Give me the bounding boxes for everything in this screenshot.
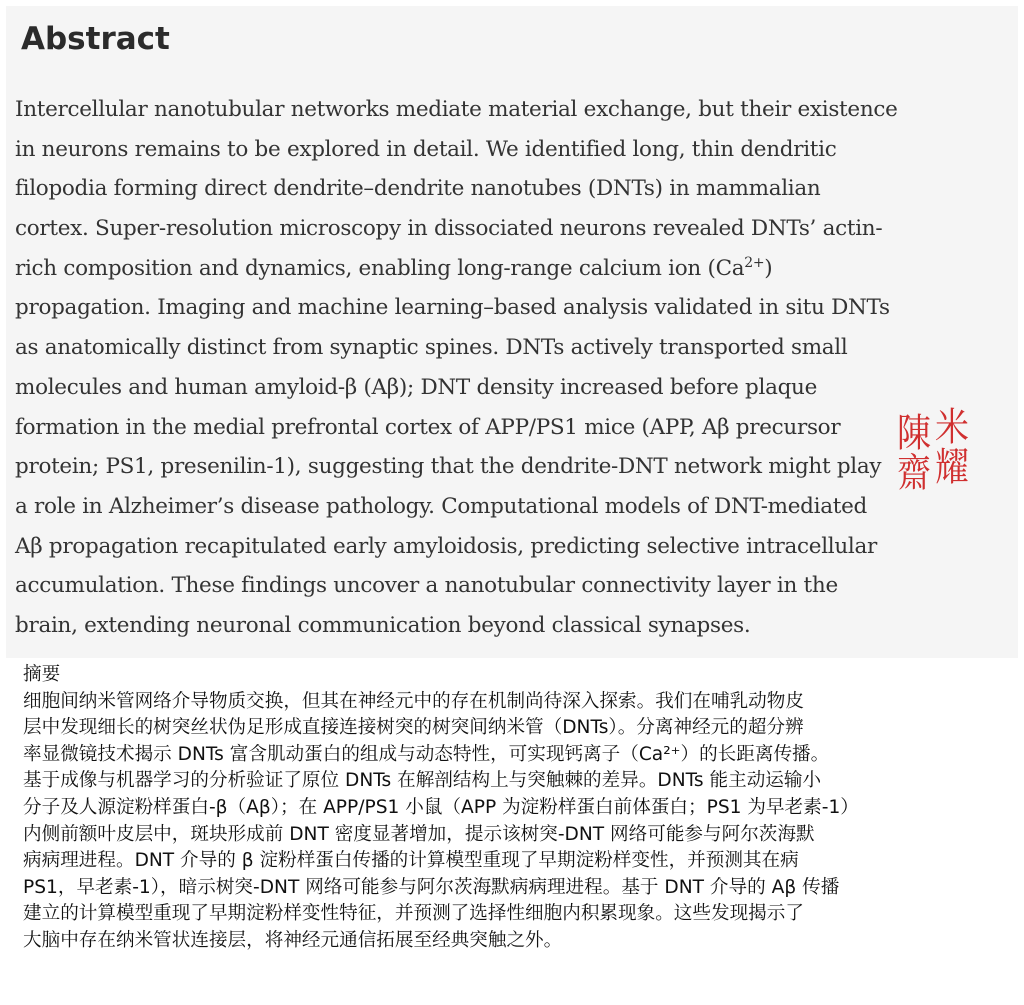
abstract-line: a role in Alzheimer’s disease pathology. Computational models of DNT-mediated — [15, 493, 867, 519]
translation-line: PS1，早老素-1），暗示树突-DNT 网络可能参与阿尔茨海默病病理进程。基于 DNT 介导的 Aβ 传播 — [23, 876, 840, 898]
abstract-line: brain, extending neuronal communication beyond classical synapses. — [15, 612, 751, 638]
seal-column-left — [896, 411, 932, 497]
abstract-line: in neurons remains to be explored in detail. We identified long, thin dendritic — [15, 136, 837, 162]
chinese-translation — [23, 662, 1018, 955]
abstract-line: molecules and human amyloid-β (Aβ); DNT density increased before plaque — [15, 374, 818, 400]
abstract-line: accumulation. These findings uncover a nanotubular connectivity layer in the — [15, 573, 838, 599]
translation-line: 病病理进程。DNT 介导的 β 淀粉样蛋白传播的计算模型重现了早期淀粉样变性，并预测其在病 — [23, 850, 799, 872]
abstract-line: cortex. Super-resolution microscopy in dissociated neurons revealed DNTs’ actin- — [15, 216, 883, 242]
red-seal-stamp — [896, 405, 972, 518]
seal-char: 米 — [935, 405, 969, 451]
abstract-line: filopodia forming direct dendrite–dendrite nanotubes (DNTs) in mammalian — [15, 176, 821, 202]
translation-line: 层中发现细长的树突丝状伪足形成直接连接树突的树突间纳米管（DNTs）。分离神经元的超分辨 — [23, 717, 804, 739]
abstract-heading: Abstract — [21, 21, 170, 57]
translation-line: 内侧前额叶皮层中，斑块形成前 DNT 密度显著增加，提示该树突-DNT 网络可能参与阿尔茨海默 — [23, 823, 815, 845]
abstract-line: protein; PS1, presenilin-1), suggesting that the dendrite-DNT network might play — [15, 454, 882, 480]
translation-line: 细胞间纳米管网络介导物质交换，但其在神经元中的存在机制尚待深入探索。我们在哺乳动物皮 — [23, 690, 804, 712]
seal-char: 齋 — [897, 451, 931, 497]
translation-line: 分子及人源淀粉样蛋白-β（Aβ）；在 APP/PS1 小鼠（APP 为淀粉样蛋白前体蛋白；PS1 为早老素-1） — [23, 796, 859, 818]
translation-line: 基于成像与机器学习的分析验证了原位 DNTs 在解剖结构上与突触棘的差异。DNTs 能主动运输小 — [23, 770, 822, 792]
seal-char: 陳 — [897, 411, 931, 457]
translation-heading: 摘要 — [23, 664, 61, 685]
abstract-line: as anatomically distinct from synaptic spines. DNTs actively transported small — [15, 335, 848, 361]
seal-column-right — [934, 405, 970, 491]
translation-line: 大脑中存在纳米管状连接层，将神经元通信拓展至经典突触之外。 — [23, 929, 563, 951]
seal-char: 耀 — [935, 445, 969, 491]
abstract-line: rich composition and dynamics, enabling long-range calcium ion $(Ca^{2+})$ — [15, 254, 773, 281]
abstract-line: Intercellular nanotubular networks mediate material exchange, but their existence — [15, 97, 898, 122]
abstract-line: Aβ propagation recapitulated early amyloidosis, predicting selective intracellular — [15, 533, 877, 559]
abstract-line: formation in the medial prefrontal cortex of APP/PS1 mice (APP, Aβ precursor — [15, 414, 841, 440]
abstract-line: propagation. Imaging and machine learning–based analysis validated in situ DNTs — [15, 295, 890, 321]
translation-line: 率显微镜技术揭示 DNTs 富含肌动蛋白的组成与动态特性，可实现钙离子（Ca²⁺）的长距离传播。 — [23, 743, 830, 765]
translation-line: 建立的计算模型重现了早期淀粉样变性特征，并预测了选择性细胞内积累现象。这些发现揭示了 — [23, 903, 804, 925]
superscript-charge: 2+ — [744, 254, 765, 271]
abstract-body — [15, 90, 1005, 646]
